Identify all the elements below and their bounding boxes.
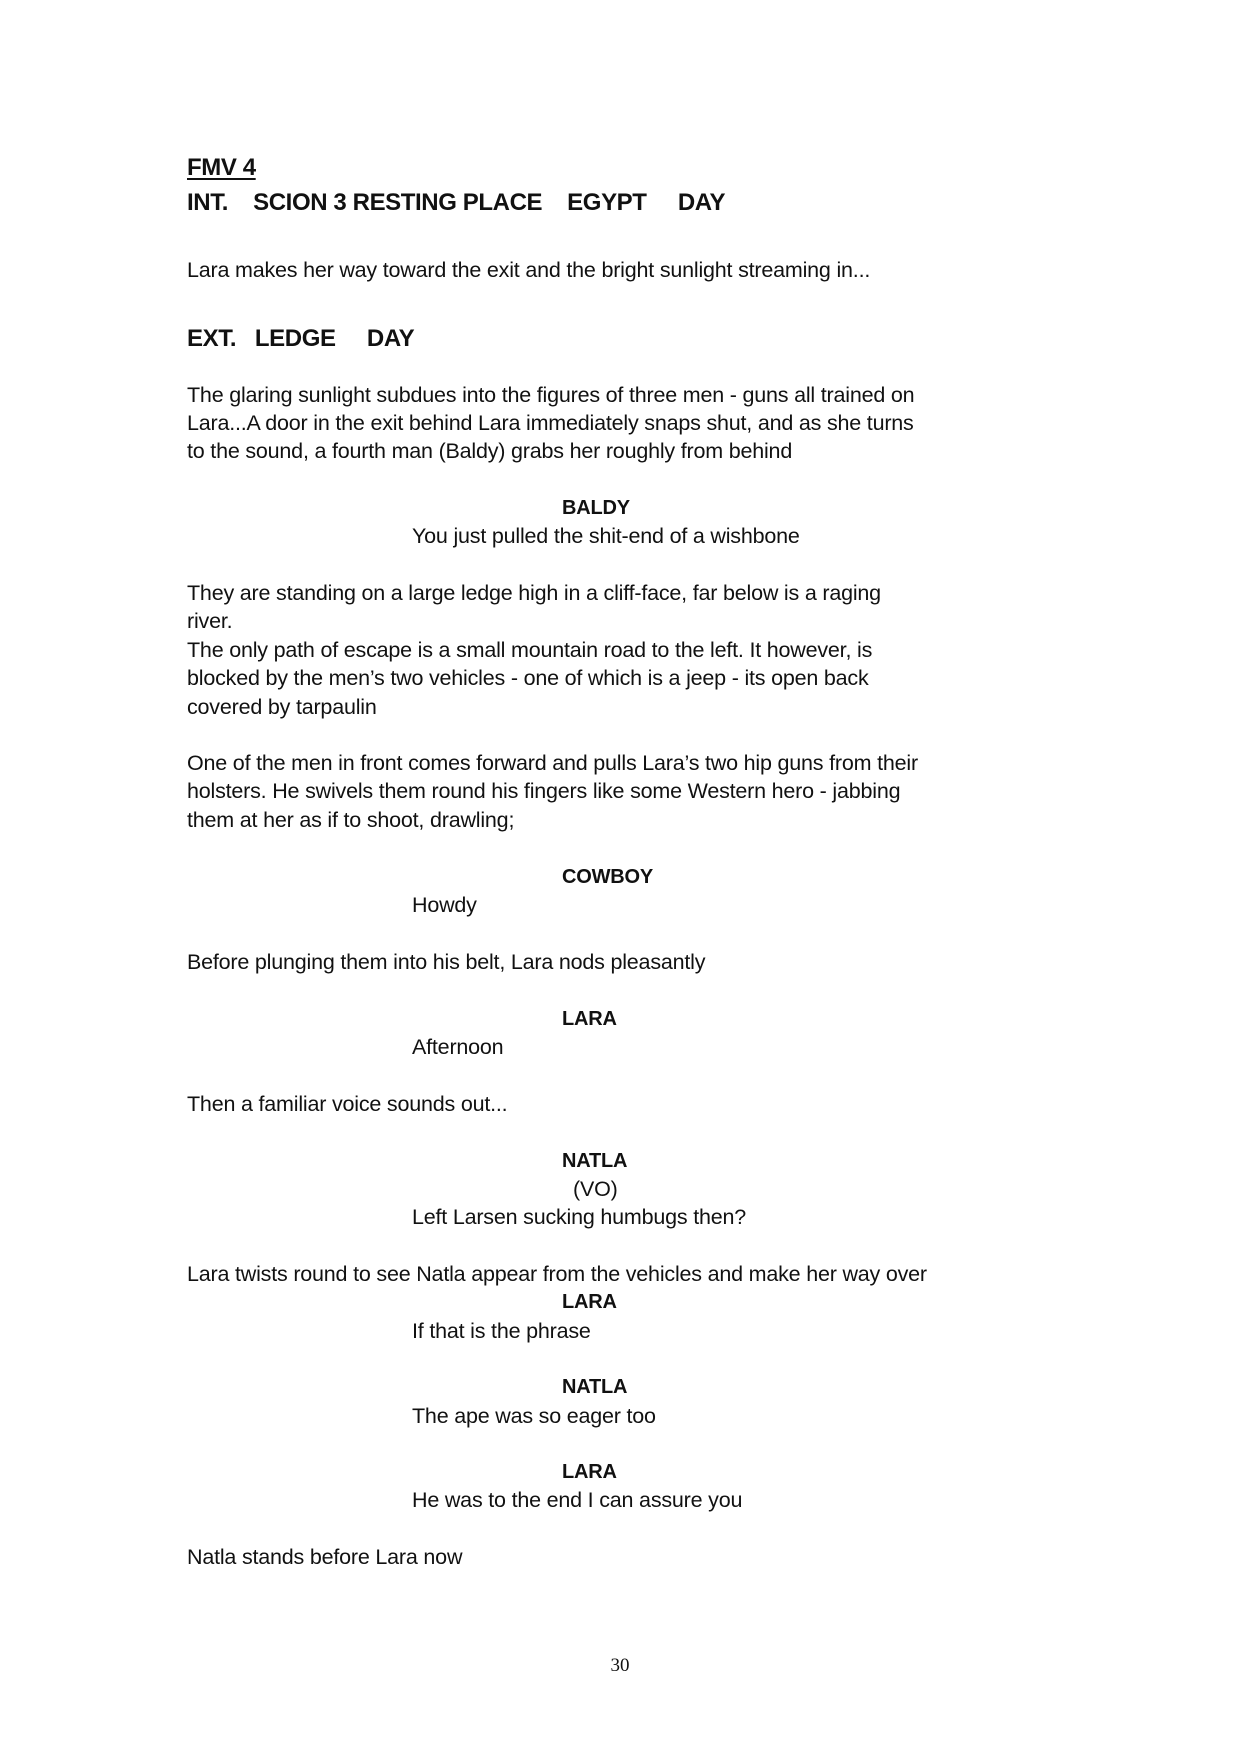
action-text: Natla stands before Lara now <box>187 1545 463 1569</box>
page-number: 30 <box>610 1655 630 1676</box>
character-name: NATLA <box>562 1150 628 1172</box>
dialogue: He was to the end I can assure you <box>412 1488 743 1512</box>
action-text: The glaring sunlight subdues into the figures of three men - guns all trained on <box>187 383 915 407</box>
action-text: One of the men in front comes forward and pulls Lara’s two hip guns from their <box>187 751 918 775</box>
character-name: COWBOY <box>562 866 654 888</box>
character-name: NATLA <box>562 1376 628 1398</box>
action-text: Before plunging them into his belt, Lara nods pleasantly <box>187 950 706 974</box>
dialogue: The ape was so eager too <box>412 1404 656 1428</box>
action-text: blocked by the men’s two vehicles - one of which is a jeep - its open back <box>187 666 869 690</box>
action-text: Then a familiar voice sounds out... <box>187 1092 508 1116</box>
action-text: They are standing on a large ledge high in a cliff-face, far below is a raging <box>187 581 881 605</box>
scene-heading: EXT. LEDGE DAY <box>187 325 415 352</box>
action-text: Lara makes her way toward the exit and the bright sunlight streaming in... <box>187 258 871 282</box>
action-text: The only path of escape is a small mountain road to the left. It however, is <box>187 638 873 662</box>
dialogue: You just pulled the shit-end of a wishbone <box>412 524 800 548</box>
action-text: covered by tarpaulin <box>187 695 377 719</box>
fmv-title: FMV 4 <box>187 154 256 181</box>
character-name: LARA <box>562 1291 617 1313</box>
action-text: Lara...A door in the exit behind Lara immediately snaps shut, and as she turns <box>187 411 914 435</box>
dialogue: Afternoon <box>412 1035 504 1059</box>
action-text: to the sound, a fourth man (Baldy) grabs her roughly from behind <box>187 439 793 463</box>
dialogue: If that is the phrase <box>412 1319 591 1343</box>
character-name: BALDY <box>562 497 630 519</box>
character-name: LARA <box>562 1461 617 1483</box>
action-text: river. <box>187 609 233 633</box>
action-text: holsters. He swivels them round his fingers like some Western hero - jabbing <box>187 779 901 803</box>
scene-heading: INT. SCION 3 RESTING PLACE EGYPT DAY <box>187 189 726 216</box>
character-name: LARA <box>562 1008 617 1030</box>
action-text: Lara twists round to see Natla appear from the vehicles and make her way over <box>187 1262 927 1286</box>
dialogue: Left Larsen sucking humbugs then? <box>412 1205 747 1229</box>
parenthetical: (VO) <box>573 1177 618 1201</box>
action-text: them at her as if to shoot, drawling; <box>187 808 515 832</box>
dialogue: Howdy <box>412 893 477 917</box>
